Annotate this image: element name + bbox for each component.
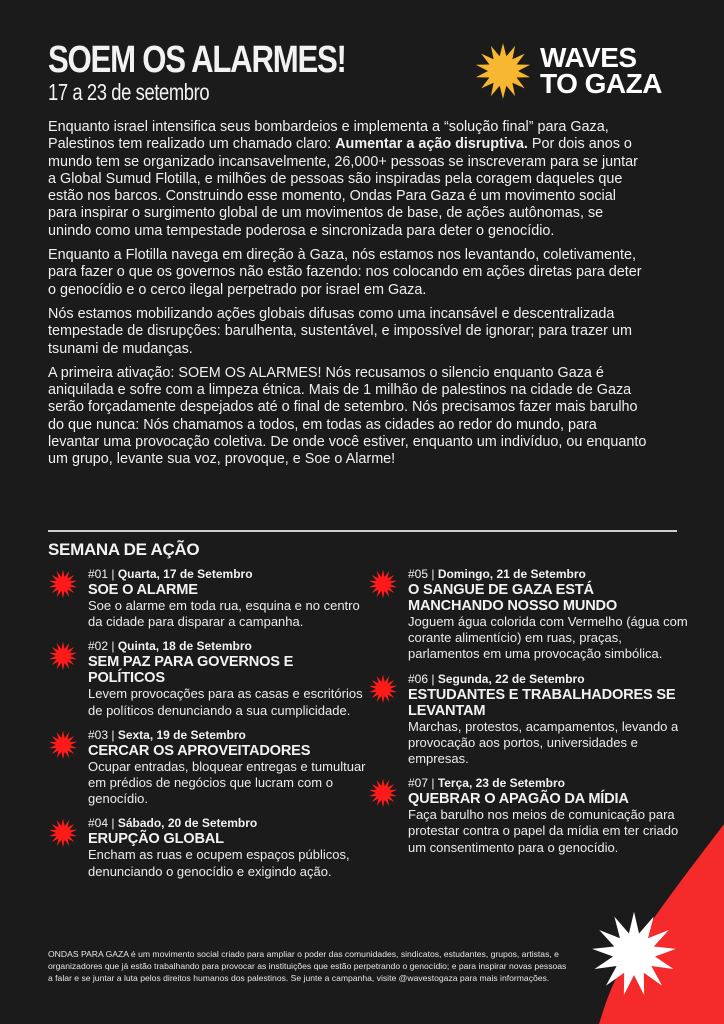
red-burst-icon bbox=[368, 778, 398, 808]
divider bbox=[48, 530, 677, 532]
action-day: Segunda, 22 de Setembro bbox=[437, 671, 585, 686]
action-item bbox=[48, 728, 368, 808]
action-number: #05 | bbox=[408, 567, 438, 581]
red-burst-icon bbox=[48, 730, 78, 760]
intro-paragraph-1 bbox=[48, 119, 648, 240]
action-description: Joguem água colorida com Vermelho (água com corante alimentício) em ruas, praças, parlamentos em uma provocação simbólica. bbox=[408, 614, 688, 662]
action-number: #01 | bbox=[88, 567, 118, 581]
action-day: Domingo, 21 de Setembro bbox=[437, 567, 586, 581]
intro-p1-text-cont: Por dois anos o mundo tem se organizado incansavelmente, 26,000+ pessoas se inscreveram para se juntar a Global Sumud Flotilla, e milhões de pessoas são inspiradas pela coragem daqueles que estão nos barcos. Construindo esse momento, Ondas Para Gaza é um movimento social para inspirar o surgimento global de um movimentos de base, de ações autônomas, se unindo como uma tempestade poderosa e sincronizada para deter o genocídio. bbox=[48, 136, 638, 239]
intro-p1-text: Enquanto israel intensifica seus bombardeios e implementa a “solução final” para Gaza, Palestinos tem realizado um chamado claro: bbox=[48, 119, 609, 153]
action-title: CERCAR OS APROVEITADORES bbox=[88, 742, 311, 759]
action-title: SEM PAZ PARA GOVERNOS E POLÍTICOS bbox=[88, 654, 294, 687]
action-number: #04 | bbox=[88, 816, 118, 831]
action-day: Terça, 23 de Setembro bbox=[437, 776, 565, 791]
action-number: #02 | bbox=[88, 639, 118, 654]
action-date bbox=[408, 567, 688, 582]
action-item bbox=[368, 672, 688, 768]
red-burst-icon bbox=[368, 674, 398, 704]
action-number: #03 | bbox=[88, 727, 118, 742]
footer-text: ONDAS PARA GAZA é um movimento social criado para ampliar o poder das comunidades, sindicatos, estudantes, grupos, artistas, e organizadores que já estão trabalhando para provocar as instituições que estão perpetrando o genocídio; e para inspirar novas pessoas a falar e se juntar a luta pelos direitos humanos dos palestinos. Se junte a campanha, visite @wavestogaza para mais informações. bbox=[48, 949, 567, 983]
week-of-action-title: SEMANA DE AÇÃO bbox=[48, 540, 200, 559]
action-day: Sábado, 20 de Setembro bbox=[117, 816, 258, 831]
action-description: Soe o alarme em toda rua, esquina e no centro da cidade para disparar a campanha. bbox=[88, 598, 360, 630]
action-description: Levem provocações para as casas e escritórios de políticos denunciando a sua cumplicidade. bbox=[88, 686, 363, 718]
intro-p1-bold: Aumentar a ação disruptiva. bbox=[335, 136, 528, 153]
actions-column-left bbox=[48, 567, 368, 889]
action-description: Marchas, protestos, acampamentos, levando a provocação aos portos, universidades e empresas. bbox=[408, 718, 679, 767]
action-item bbox=[368, 567, 688, 663]
logo-line-1: WAVES bbox=[540, 42, 637, 73]
action-date bbox=[408, 776, 688, 791]
red-burst-icon bbox=[48, 818, 78, 848]
action-title: QUEBRAR O APAGÃO DA MÍDIA bbox=[408, 791, 629, 808]
action-title: ERUPÇÃO GLOBAL bbox=[88, 831, 224, 848]
intro-paragraph-3: Nós estamos mobilizando ações globais difusas como uma incansável e descentralizada tempestade de disrupções: barulhenta, sustentável, e impossível de ignorar; para trazer um tsunami de mudanças. bbox=[48, 305, 632, 357]
action-day: Quarta, 17 de Setembro bbox=[117, 567, 253, 581]
action-item bbox=[368, 776, 688, 856]
intro-text bbox=[48, 119, 648, 476]
intro-paragraph-2: Enquanto a Flotilla navega em direção à Gaza, nós estamos nos levantando, coletivamente, para fazer o que os governos não estão fazendo: nos colocando em ações diretas para deter o genocídio e o cerco ilegal perpetrado por israel em Gaza. bbox=[48, 247, 642, 298]
date-range: 17 a 23 de setembro bbox=[48, 79, 210, 105]
red-burst-icon bbox=[48, 569, 78, 599]
action-title: SOE O ALARME bbox=[88, 582, 198, 598]
action-description: Faça barulho nos meios de comunicação para protestar contra o papel da mídia em ter criado um consentimento para o genocídio. bbox=[408, 807, 679, 855]
action-item bbox=[48, 639, 368, 718]
action-date bbox=[88, 639, 368, 654]
red-burst-icon bbox=[368, 569, 398, 599]
actions-column-right bbox=[368, 567, 688, 865]
action-date bbox=[408, 672, 688, 687]
action-date bbox=[88, 567, 368, 582]
white-burst-icon bbox=[590, 910, 678, 998]
red-burst-icon bbox=[48, 641, 78, 671]
action-title: ESTUDANTES E TRABALHADORES SE LEVANTAM bbox=[408, 686, 676, 719]
intro-paragraph-4: A primeira ativação: SOEM OS ALARMES! Nós recusamos o silencio enquanto Gaza é aniquilada e sofre com a limpeza étnica. Mais de 1 milhão de palestinos na cidade de Gaza serão forçadamente despejados até o final de setembro. Nós precisamos fazer mais barulho do que nunca: Nós chamamos a todos, em todas as cidades ao redor do mundo, para levantar uma provocação coletiva. De onde você estiver, enquanto um indivíduo, ou enquanto um grupo, levante sua voz, provoque, e Soe o Alarme! bbox=[48, 364, 647, 468]
waves-to-gaza-logo bbox=[474, 42, 662, 100]
action-item bbox=[48, 816, 368, 879]
action-item bbox=[48, 567, 368, 630]
action-date bbox=[88, 728, 368, 743]
action-date bbox=[88, 816, 368, 831]
action-number: #06 | bbox=[408, 671, 438, 686]
page-title: SOEM OS ALARMES! bbox=[48, 39, 346, 81]
sun-burst-icon bbox=[474, 42, 532, 100]
action-number: #07 | bbox=[408, 776, 438, 791]
header bbox=[48, 40, 411, 104]
action-day: Sexta, 19 de Setembro bbox=[117, 727, 246, 742]
action-title: O SANGUE DE GAZA ESTÁ MANCHANDO NOSSO MUNDO bbox=[408, 582, 618, 614]
action-description: Encham as ruas e ocupem espaços públicos, denunciando o genocídio e exigindo ação. bbox=[88, 847, 350, 879]
action-day: Quinta, 18 de Setembro bbox=[117, 639, 252, 654]
logo-line-2: TO GAZA bbox=[540, 68, 662, 99]
action-description: Ocupar entradas, bloquear entregas e tumultuar em prédios de negócios que lucram com o genocídio. bbox=[88, 758, 366, 807]
